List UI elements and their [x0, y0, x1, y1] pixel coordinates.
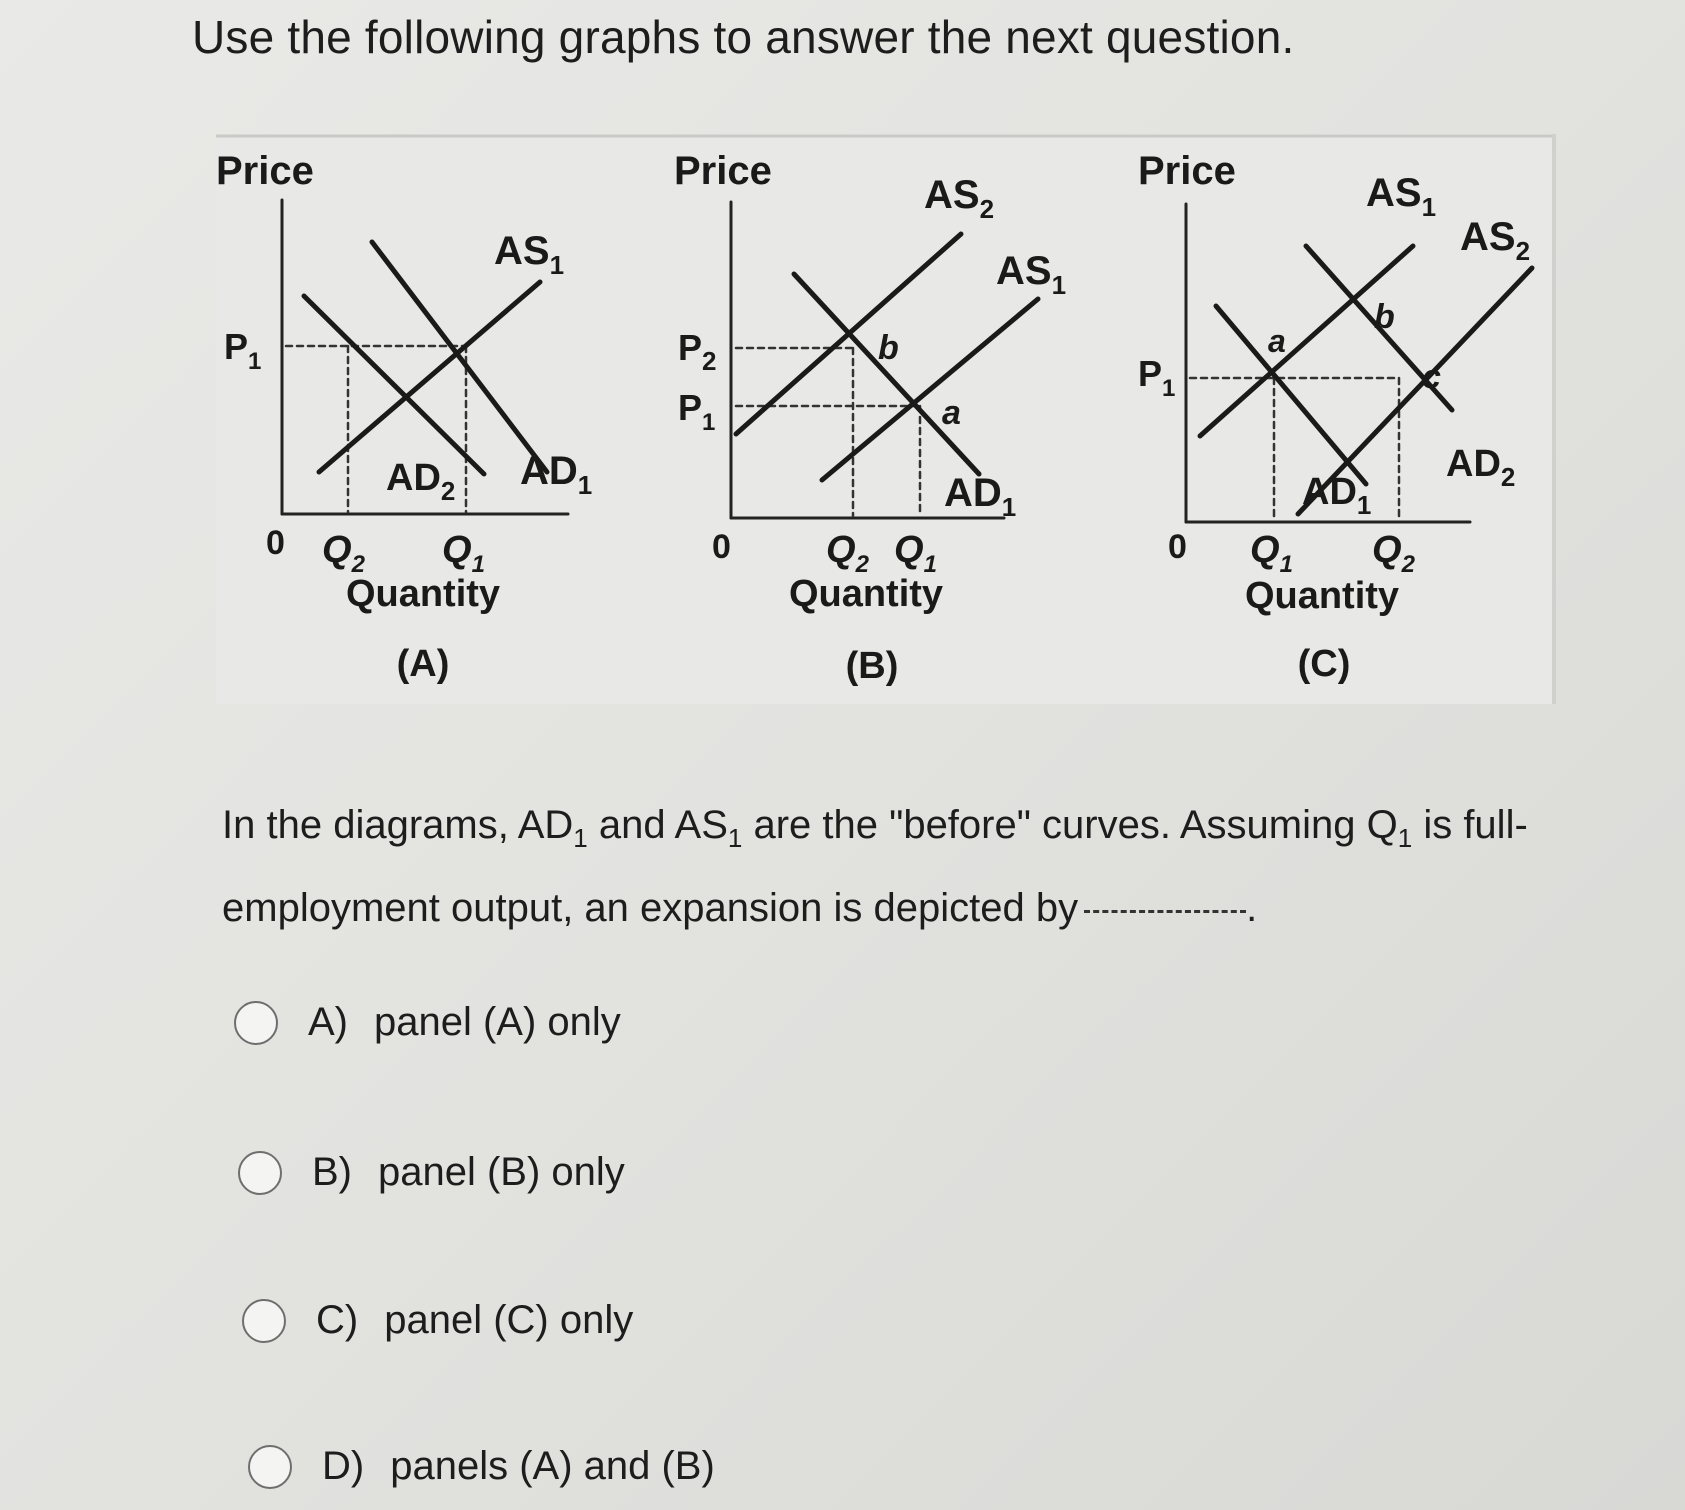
panel-c-origin: 0 [1168, 528, 1187, 566]
option-b-text: panel (B) only [378, 1150, 625, 1194]
question-part-4: is full-employment output, an expansion is depicted by [222, 803, 1528, 930]
panel-c-ad1-label: $AD_1$ [1302, 471, 1372, 520]
panel-c-caption: (C) [1297, 643, 1351, 685]
panel-b-ad1-label: $AD_1$ [944, 471, 1017, 522]
option-c[interactable] [242, 1298, 633, 1343]
question-sub-3: 1 [1397, 823, 1413, 853]
panel-a-y-axis-label: Price [216, 149, 314, 193]
panel-c-as2-label: $AS_2$ [1460, 215, 1531, 266]
panel-b-point-b: b [878, 329, 899, 367]
panel-c-q2-label: $Q_2$ [1372, 529, 1415, 578]
panel-b-p2-label: $P_2$ [678, 327, 717, 376]
panel-a-ad2-label: $AD_2$ [386, 457, 456, 506]
panel-c-y-axis-label: Price [1138, 149, 1236, 193]
panel-c-as1-label: $AS_1$ [1366, 171, 1437, 222]
graphs-figure [216, 134, 1556, 704]
option-b-radio[interactable] [238, 1151, 282, 1195]
panel-a-q1-label: $Q_1$ [442, 529, 485, 578]
question-part-2: and AS [587, 803, 728, 847]
panel-a-as1-label: $AS_1$ [494, 229, 565, 280]
panel-b-q1-label: $Q_1$ [894, 529, 937, 578]
panel-b-caption: (B) [845, 645, 899, 687]
option-c-letter: C) [316, 1298, 359, 1342]
option-a-text: panel (A) only [374, 1000, 621, 1044]
option-b-letter: B) [312, 1150, 352, 1194]
panel-b-y-axis-label: Price [674, 149, 772, 193]
option-d[interactable] [248, 1444, 715, 1489]
panel-a-p1-label: $P_1$ [224, 326, 262, 375]
answer-blank [1084, 910, 1246, 913]
panel-a-q2-label: $Q_2$ [322, 529, 365, 578]
figure-background [216, 134, 1556, 704]
option-a-radio[interactable] [234, 1001, 278, 1045]
option-c-radio[interactable] [242, 1299, 286, 1343]
question-part-3: are the "before" curves. Assuming Q [742, 803, 1398, 847]
question-text [222, 790, 1652, 943]
option-b[interactable] [238, 1150, 625, 1195]
question-sub-1: 1 [573, 823, 588, 853]
option-a-letter: A) [308, 1000, 348, 1044]
panel-a-ad1-label: $AD_1$ [520, 449, 593, 500]
panel-b-point-a: a [942, 394, 961, 432]
question-sub-2: 1 [727, 823, 743, 853]
panel-c-ad2-label: $AD_2$ [1446, 443, 1516, 492]
question-end: . [1246, 886, 1258, 930]
panel-a-caption: (A) [396, 643, 450, 685]
option-a[interactable] [234, 1000, 621, 1045]
panel-b-p1-label: $P_1$ [678, 387, 716, 436]
panel-c-point-c: c [1422, 358, 1441, 396]
option-c-text: panel (C) only [384, 1298, 634, 1342]
panel-c-p1-label: $P_1$ [1138, 353, 1176, 402]
question-part-1: In the diagrams, AD [222, 803, 574, 847]
panel-c-x-axis-label: Quantity [1244, 575, 1400, 617]
option-d-text: panels (A) and (B) [390, 1444, 715, 1488]
panel-b-as1-label: $AS_1$ [996, 249, 1067, 300]
panel-b-origin: 0 [712, 528, 731, 566]
panel-a-origin: 0 [266, 524, 285, 562]
panel-a-x-axis-label: Quantity [345, 573, 501, 615]
graphs-svg [216, 134, 1556, 704]
option-d-radio[interactable] [248, 1445, 292, 1489]
panel-b-x-axis-label: Quantity [788, 573, 944, 615]
panel-c-q1-label: $Q_1$ [1250, 529, 1293, 578]
panel-b-q2-label: $Q_2$ [826, 529, 869, 578]
panel-c-point-a: a [1268, 323, 1286, 359]
option-d-letter: D) [322, 1444, 365, 1488]
intro-text: Use the following graphs to answer the next question. [192, 11, 1295, 63]
panel-b-as2-label: $AS_2$ [924, 173, 995, 224]
panel-c-point-b: b [1374, 298, 1395, 336]
